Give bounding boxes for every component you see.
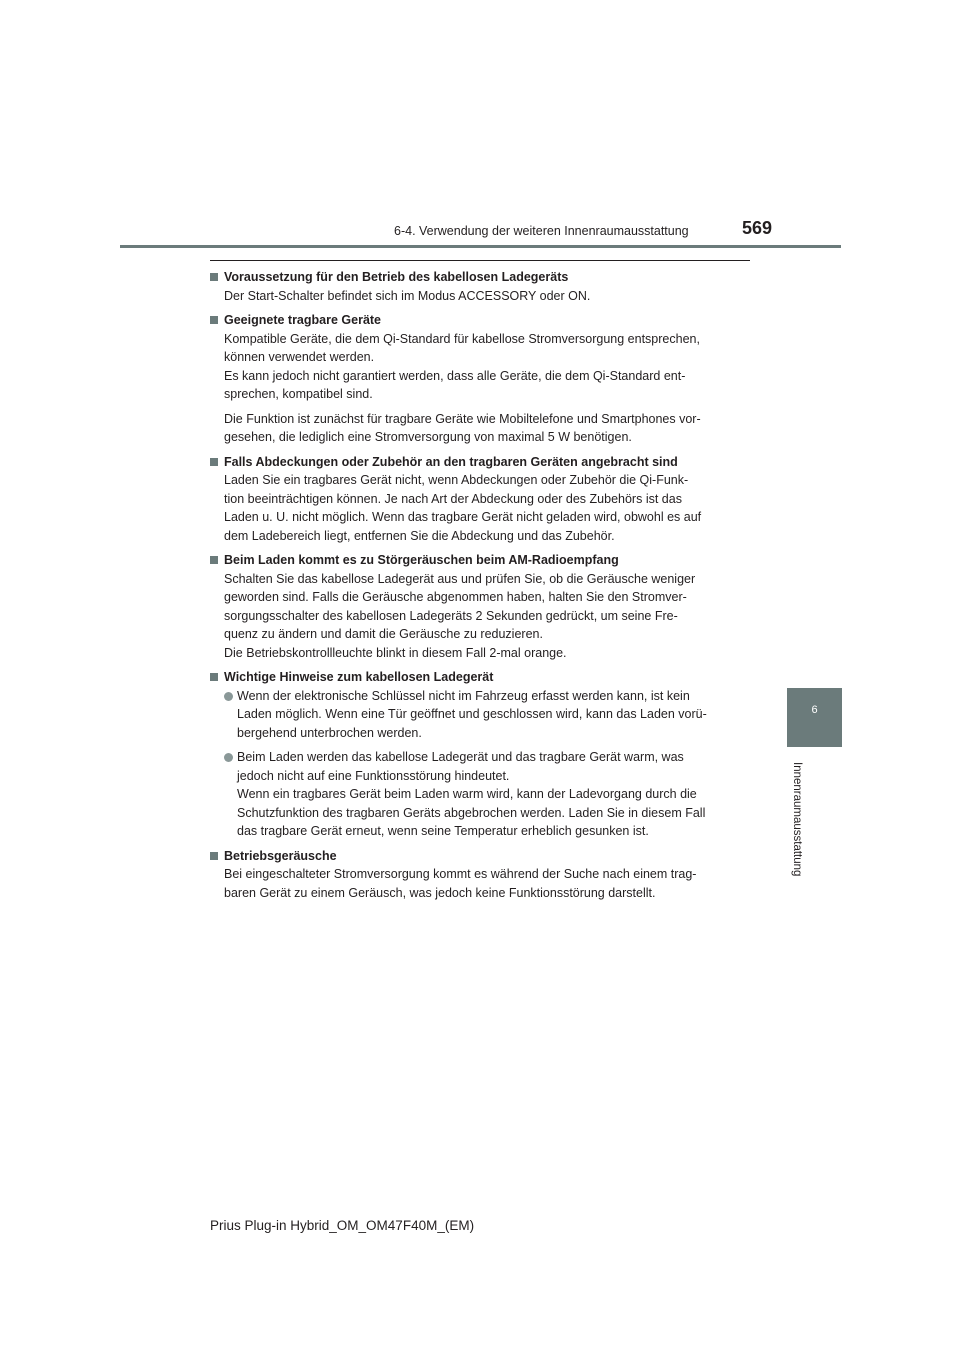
text-line: tion beeinträchtigen können. Je nach Art der Abdeckung oder des Zubehörs ist das bbox=[224, 491, 682, 506]
text-line: dem Ladebereich liegt, entfernen Sie die Abdeckung und das Zubehör. bbox=[224, 528, 615, 543]
paragraph bbox=[210, 570, 748, 663]
section bbox=[210, 847, 748, 903]
section-heading bbox=[210, 551, 748, 570]
square-bullet-icon bbox=[210, 852, 218, 860]
section bbox=[210, 551, 748, 662]
section bbox=[210, 453, 748, 546]
text-line: Die Funktion ist zunächst für tragbare Geräte wie Mobiltelefone und Smartphones vor- bbox=[224, 411, 701, 426]
chapter-label: Innenraumausstattung bbox=[791, 762, 803, 877]
text-line: gesehen, die lediglich eine Stromversorgung von maximal 5 W benötigen. bbox=[224, 430, 632, 444]
text-line: jedoch nicht auf eine Funktionsstörung hindeutet. bbox=[237, 768, 510, 783]
square-bullet-icon bbox=[210, 316, 218, 324]
text-line: Laden u. U. nicht möglich. Wenn das tragbare Gerät nicht geladen wird, obwohl es auf bbox=[224, 510, 702, 524]
bullet-item bbox=[210, 687, 748, 743]
text-line: Schutzfunktion des tragbaren Geräts abgebrochen werden. Laden Sie in diesem Fall bbox=[237, 805, 706, 820]
square-bullet-icon bbox=[210, 556, 218, 564]
text-line: Beim Laden werden das kabellose Ladegerät und das tragbare Gerät warm, was bbox=[237, 750, 684, 764]
section-heading-text: Beim Laden kommt es zu Störgeräuschen beim AM-Radioempfang bbox=[224, 553, 619, 567]
text-line: Die Betriebskontrollleuchte blinkt in diesem Fall 2-mal orange. bbox=[224, 645, 567, 660]
square-bullet-icon bbox=[210, 273, 218, 281]
section bbox=[210, 668, 748, 841]
paragraph bbox=[210, 287, 748, 306]
section-heading bbox=[210, 311, 748, 330]
text-line: Der Start-Schalter befindet sich im Modus ACCESSORY oder ON. bbox=[224, 288, 591, 303]
header-rule bbox=[120, 245, 841, 248]
section-heading bbox=[210, 668, 748, 687]
text-line: Es kann jedoch nicht garantiert werden, dass alle Geräte, die dem Qi-Standard ent- bbox=[224, 368, 686, 383]
text-line: Laden möglich. Wenn eine Tür geöffnet und geschlossen wird, kann das Laden vorü- bbox=[237, 707, 707, 721]
text-line: können verwendet werden. bbox=[224, 350, 375, 364]
section-heading-text: Voraussetzung für den Betrieb des kabellosen Ladegeräts bbox=[224, 270, 569, 284]
text-line: quenz zu ändern und damit die Geräusche zu reduzieren. bbox=[224, 627, 543, 641]
bullet-text bbox=[237, 687, 707, 743]
chapter-number: 6 bbox=[811, 704, 818, 716]
section-heading-text: Wichtige Hinweise zum kabellosen Ladegerät bbox=[224, 670, 494, 684]
paragraph bbox=[210, 330, 748, 404]
section bbox=[210, 311, 748, 447]
text-line: baren Gerät zu einem Geräusch, was jedoch keine Funktionsstörung darstellt. bbox=[224, 885, 656, 900]
square-bullet-icon bbox=[210, 673, 218, 681]
text-line: Schalten Sie das kabellose Ladegerät aus und prüfen Sie, ob die Geräusche weniger bbox=[224, 571, 696, 586]
section-heading bbox=[210, 453, 748, 472]
circle-bullet-icon bbox=[224, 753, 233, 762]
text-line: Laden Sie ein tragbares Gerät nicht, wenn Abdeckungen oder Zubehör die Qi-Funk- bbox=[224, 473, 689, 487]
text-line: Wenn der elektronische Schlüssel nicht im Fahrzeug erfasst werden kann, ist kein bbox=[237, 688, 690, 703]
square-bullet-icon bbox=[210, 458, 218, 466]
bullet-item bbox=[210, 748, 748, 841]
text-line: das tragbare Gerät erneut, wenn seine Temperatur erheblich gesunken ist. bbox=[237, 824, 649, 838]
section bbox=[210, 268, 748, 305]
text-line: sprechen, kompatibel sind. bbox=[224, 387, 373, 401]
text-line: Wenn ein tragbares Gerät beim Laden warm wird, kann der Ladevorgang durch die bbox=[237, 787, 697, 801]
page-number: 569 bbox=[742, 218, 773, 238]
paragraph bbox=[210, 471, 748, 545]
footer-text: Prius Plug-in Hybrid_OM_OM47F40M_(EM) bbox=[210, 1218, 475, 1233]
text-line: sorgungsschalter des kabellosen Ladegeräts 2 Sekunden gedrückt, um seine Fre- bbox=[224, 608, 678, 623]
section-heading bbox=[210, 268, 748, 287]
section-heading-text: Betriebsgeräusche bbox=[224, 848, 337, 863]
chapter-tab bbox=[787, 688, 842, 747]
paragraph bbox=[210, 410, 748, 447]
section-heading-text: Falls Abdeckungen oder Zubehör an den tragbaren Geräten angebracht sind bbox=[224, 454, 678, 469]
content-rule bbox=[210, 260, 750, 261]
bullet-text bbox=[237, 748, 705, 841]
content-body bbox=[210, 268, 748, 908]
circle-bullet-icon bbox=[224, 692, 233, 701]
section-heading-text: Geeignete tragbare Geräte bbox=[224, 313, 382, 327]
text-line: geworden sind. Falls die Geräusche abgenommen haben, halten Sie den Stromver- bbox=[224, 590, 687, 604]
section-heading bbox=[210, 847, 748, 866]
text-line: Bei eingeschalteter Stromversorgung kommt es während der Suche nach einem trag- bbox=[224, 867, 697, 881]
paragraph bbox=[210, 865, 748, 902]
text-line: bergehend unterbrochen werden. bbox=[237, 725, 422, 740]
text-line: Kompatible Geräte, die dem Qi-Standard für kabellose Stromversorgung entsprechen, bbox=[224, 331, 700, 346]
header-section-title: 6-4. Verwendung der weiteren Innenraumausstattung bbox=[394, 224, 689, 238]
